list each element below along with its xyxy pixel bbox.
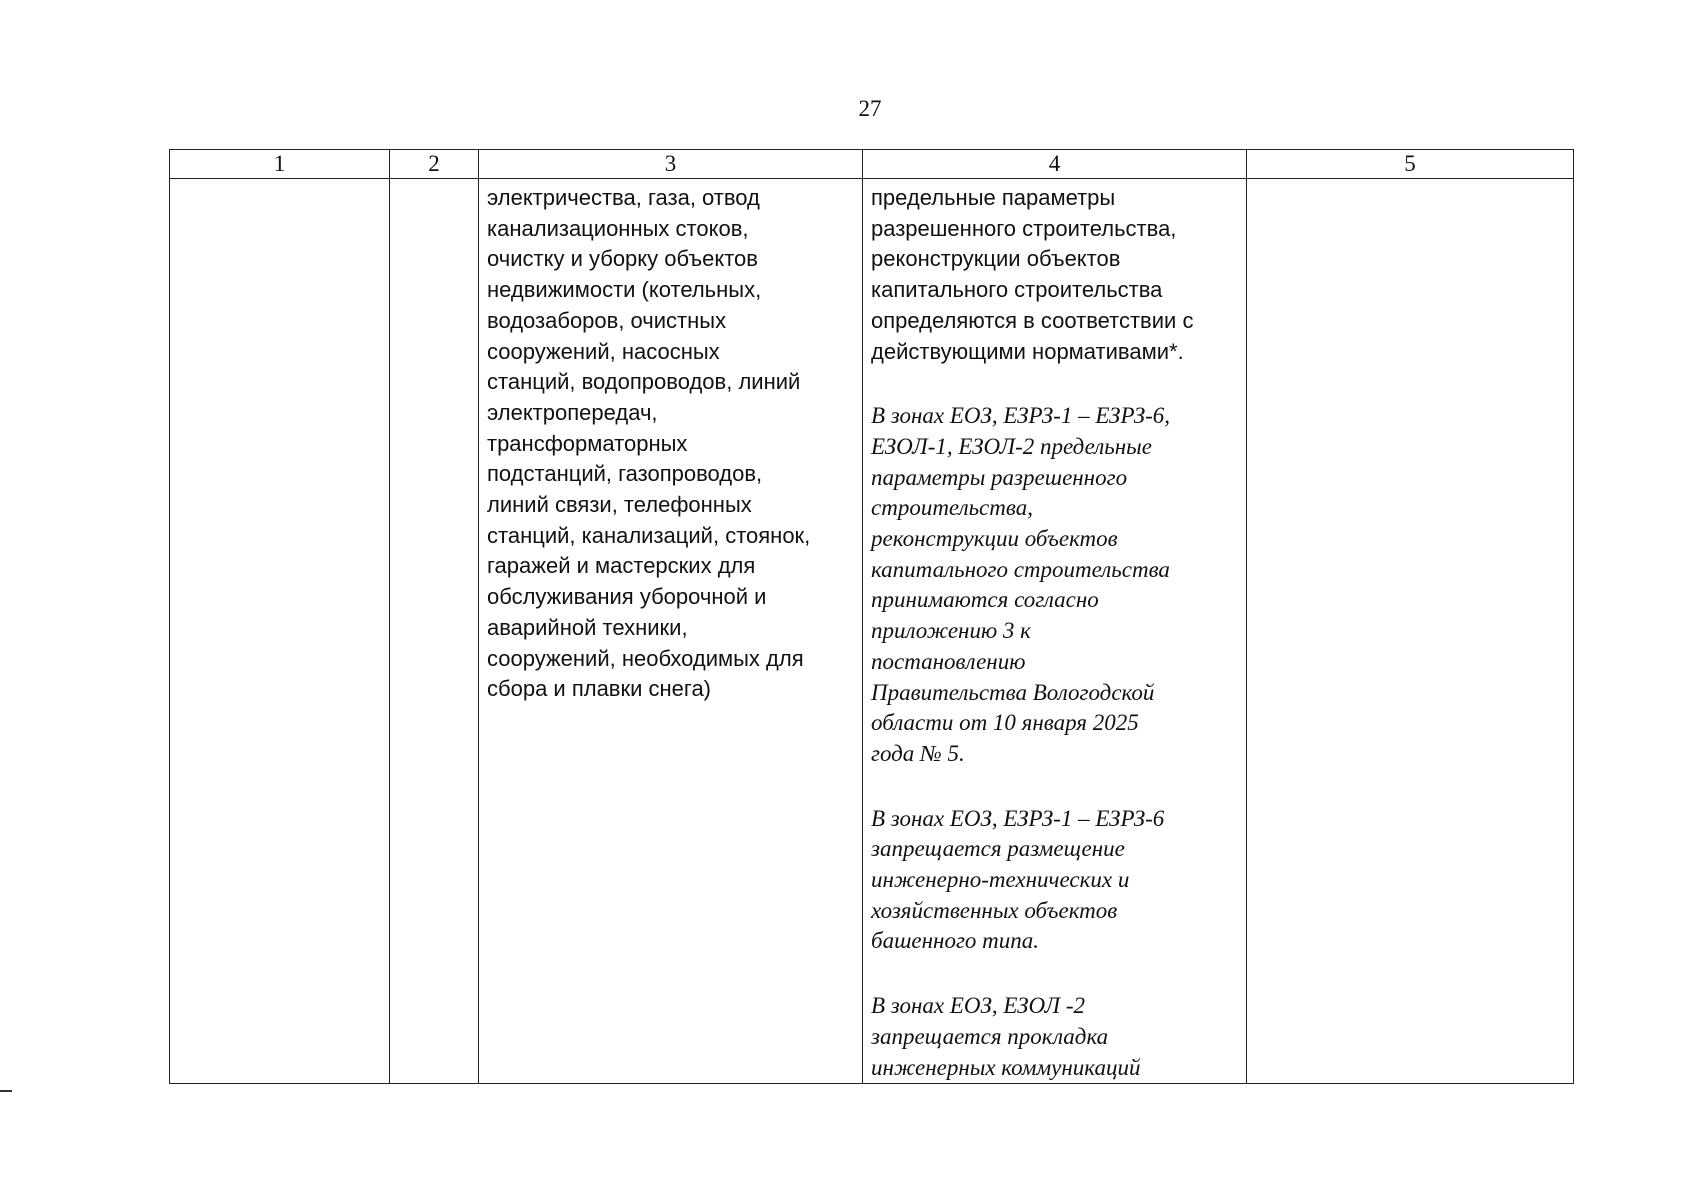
header-col-5: 5	[1247, 150, 1574, 179]
cell-col-4	[863, 179, 1247, 1084]
cell-col-3	[479, 179, 863, 1084]
cell-col-2-text	[390, 179, 478, 183]
table-row	[170, 179, 1574, 1084]
cell-col-1	[170, 179, 390, 1084]
cell-col-4-paragraph-3: В зонах ЕОЗ, ЕЗРЗ-1 – ЕЗРЗ-6 запрещается размещение инженерно-технических и хозяйственных объектов башенного типа.	[871, 805, 1165, 954]
cell-col-4-paragraph-4: В зонах ЕОЗ, ЕЗОЛ -2 запрещается прокладка инженерных коммуникаций	[871, 993, 1141, 1080]
cell-col-5	[1247, 179, 1574, 1084]
table-header-row	[170, 150, 1574, 179]
cell-col-5-text	[1247, 179, 1573, 183]
cell-col-1-text	[170, 179, 389, 183]
margin-mark	[0, 1090, 12, 1092]
header-col-4: 4	[863, 150, 1247, 179]
cell-col-2	[390, 179, 479, 1084]
document-table	[169, 149, 1574, 1084]
cell-col-4-paragraph-2: В зонах ЕОЗ, ЕЗРЗ-1 – ЕЗРЗ-6, ЕЗОЛ-1, ЕЗОЛ-2 предельные параметры разрешенного строительства, реконструкции объектов капитального строительства принимаются согласно приложению 3 к постановлению Правительства Вологодской области от 10 января 2025 года № 5.	[871, 403, 1171, 766]
header-col-3: 3	[479, 150, 863, 179]
cell-col-3-text: электричества, газа, отвод канализационных стоков, очистку и уборку объектов недвижимости (котельных, водозаборов, очистных сооружений, насосных станций, водопроводов, линий электропередач, трансформаторных подстанций, газопроводов, линий связи, телефонных станций, канализаций, стоянок, гаражей и мастерских для обслуживания уборочной и аварийной техники, сооружений, необходимых для сбора и плавки снега)	[487, 185, 811, 702]
header-col-1: 1	[170, 150, 390, 179]
page-number: 27	[858, 96, 882, 121]
cell-col-4-paragraph-1: предельные параметры разрешенного строительства, реконструкции объектов капитального строительства определяются в соответствии с действующими нормативами*.	[871, 185, 1194, 364]
header-col-2: 2	[390, 150, 479, 179]
